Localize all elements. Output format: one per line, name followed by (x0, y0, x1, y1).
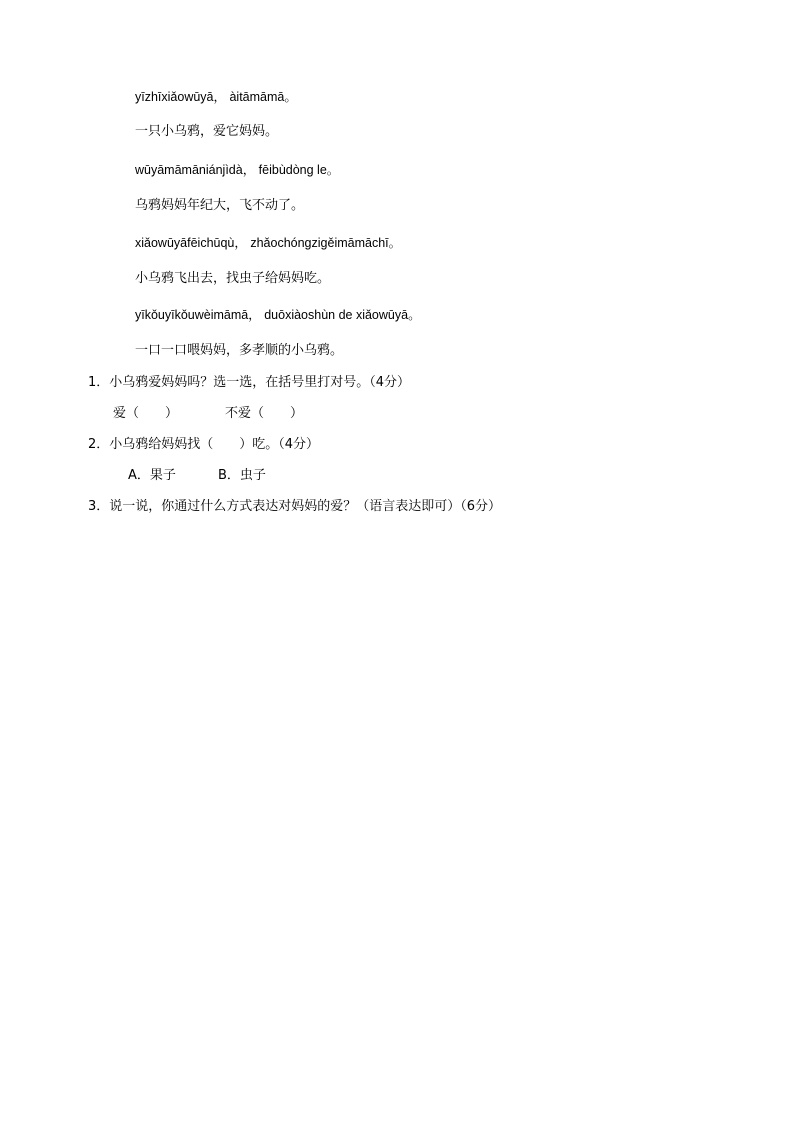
question-1-option-love[interactable]: 爱（ ） (113, 406, 179, 421)
question-2-options (128, 467, 266, 485)
question-3-text: 3．说一说，你通过什么方式表达对妈妈的爱？（语言表达即可）（6分） (88, 499, 502, 514)
passage-hanzi-line-2: 乌鸦妈妈年纪大，飞不动了。 (135, 198, 305, 213)
passage-pinyin-line-1: yīzhīxiǎowūyā， àitāmāmā。 (135, 90, 297, 104)
passage-pinyin-line-4: yīkǒuyīkǒuwèimāmā， duōxiàoshùn de xiǎowūyā。 (135, 308, 421, 322)
question-1-option-not-love[interactable]: 不爱（ ） (225, 406, 304, 421)
question-1-text: 1．小乌鸦爱妈妈吗？选一选，在括号里打对号。（4分） (88, 375, 411, 390)
passage-hanzi-line-4: 一口一口喂妈妈，多孝顺的小乌鸦。 (135, 343, 344, 358)
passage-pinyin-line-3: xiǎowūyāfēichūqù， zhǎochóngzigěimāmāchī。 (135, 236, 402, 250)
passage-hanzi-line-1: 一只小乌鸦，爱它妈妈。 (135, 124, 279, 139)
passage-pinyin-line-2: wūyāmāmāniánjìdà， fēibùdòng le。 (135, 163, 340, 177)
question-2-option-b[interactable]: B．虫子 (218, 468, 266, 483)
question-1-options (113, 405, 303, 423)
question-2-text: 2．小乌鸦给妈妈找（ ）吃。（4分） (88, 437, 320, 452)
passage-hanzi-line-3: 小乌鸦飞出去，找虫子给妈妈吃。 (135, 271, 331, 286)
question-2-option-a[interactable]: A．果子 (128, 468, 176, 483)
